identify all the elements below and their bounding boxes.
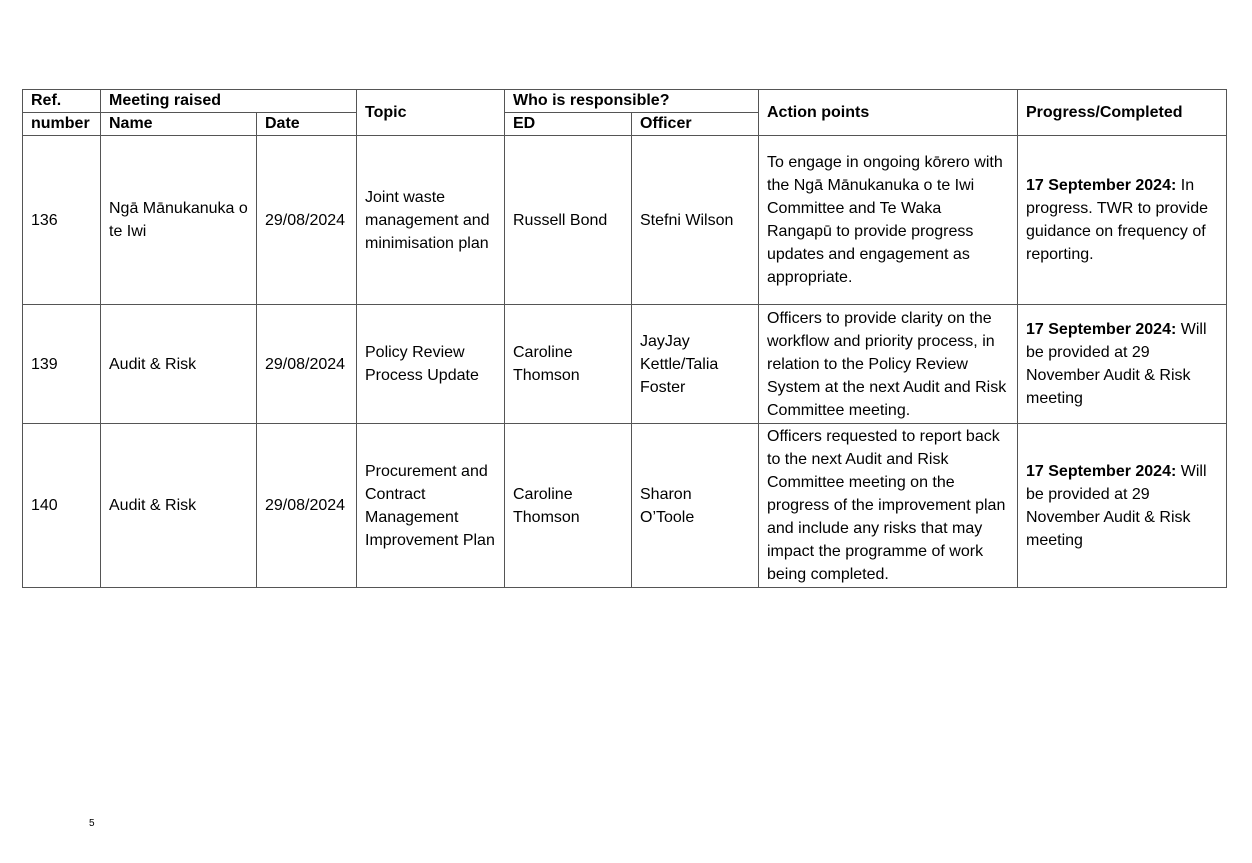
header-action-points: Action points xyxy=(759,90,1018,136)
ed-cell: Caroline Thomson xyxy=(505,424,632,588)
header-ref-line1: Ref. xyxy=(31,92,62,109)
date-cell: 29/08/2024 xyxy=(257,136,357,305)
topic-cell: Policy Review Process Update xyxy=(357,305,505,424)
header-who-responsible: Who is responsible? xyxy=(505,90,759,113)
officer-cell: Sharon O’Toole xyxy=(632,424,759,588)
progress-date: 17 September 2024: xyxy=(1026,177,1177,194)
date-cell: 29/08/2024 xyxy=(257,424,357,588)
date-cell: 29/08/2024 xyxy=(257,305,357,424)
progress-text: Will be provided at 29 November Audit & Risk meeting xyxy=(1026,321,1207,407)
officer-cell: Stefni Wilson xyxy=(632,136,759,305)
action-cell: Officers to provide clarity on the workflow and priority process, in relation to the Policy Review System at the next Audit and Risk Committee meeting. xyxy=(759,305,1018,424)
table-row xyxy=(23,424,1227,588)
progress-cell xyxy=(1018,305,1227,424)
progress-text: In progress. TWR to provide guidance on frequency of reporting. xyxy=(1026,177,1208,263)
ed-cell: Russell Bond xyxy=(505,136,632,305)
action-points-table xyxy=(22,89,1227,588)
header-row-top xyxy=(23,90,1227,113)
progress-date: 17 September 2024: xyxy=(1026,462,1177,480)
officer-cell: JayJay Kettle/Talia Foster xyxy=(632,305,759,424)
header-ref-number: number xyxy=(23,113,101,136)
header-progress: Progress/Completed xyxy=(1018,90,1227,136)
header-topic: Topic xyxy=(357,90,505,136)
header-ref xyxy=(23,90,101,113)
name-cell: Audit & Risk xyxy=(101,424,257,588)
ref-cell: 139 xyxy=(23,305,101,424)
progress-cell xyxy=(1018,424,1227,588)
page-number: 5 xyxy=(89,818,95,829)
ref-cell: 136 xyxy=(23,136,101,305)
name-cell: Ngā Mānukanuka o te Iwi xyxy=(101,136,257,305)
header-ed: ED xyxy=(505,113,632,136)
table-row xyxy=(23,305,1227,424)
progress-cell xyxy=(1018,136,1227,305)
header-officer: Officer xyxy=(632,113,759,136)
header-name: Name xyxy=(101,113,257,136)
progress-text: Will be provided at 29 November Audit & Risk meeting xyxy=(1026,462,1207,549)
ref-cell: 140 xyxy=(23,424,101,588)
header-date: Date xyxy=(257,113,357,136)
ed-cell: Caroline Thomson xyxy=(505,305,632,424)
name-cell: Audit & Risk xyxy=(101,305,257,424)
table-row xyxy=(23,136,1227,305)
progress-date: 17 September 2024: xyxy=(1026,321,1177,338)
topic-cell: Joint waste management and minimisation plan xyxy=(357,136,505,305)
topic-cell: Procurement and Contract Management Improvement Plan xyxy=(357,424,505,588)
header-meeting-raised: Meeting raised xyxy=(101,90,357,113)
action-cell: Officers requested to report back to the next Audit and Risk Committee meeting on the progress of the improvement plan and include any risks that may impact the programme of work being completed. xyxy=(759,424,1018,588)
action-cell: To engage in ongoing kōrero with the Ngā Mānukanuka o te Iwi Committee and Te Waka Rangapū to provide progress updates and engagement as appropriate. xyxy=(759,136,1018,305)
